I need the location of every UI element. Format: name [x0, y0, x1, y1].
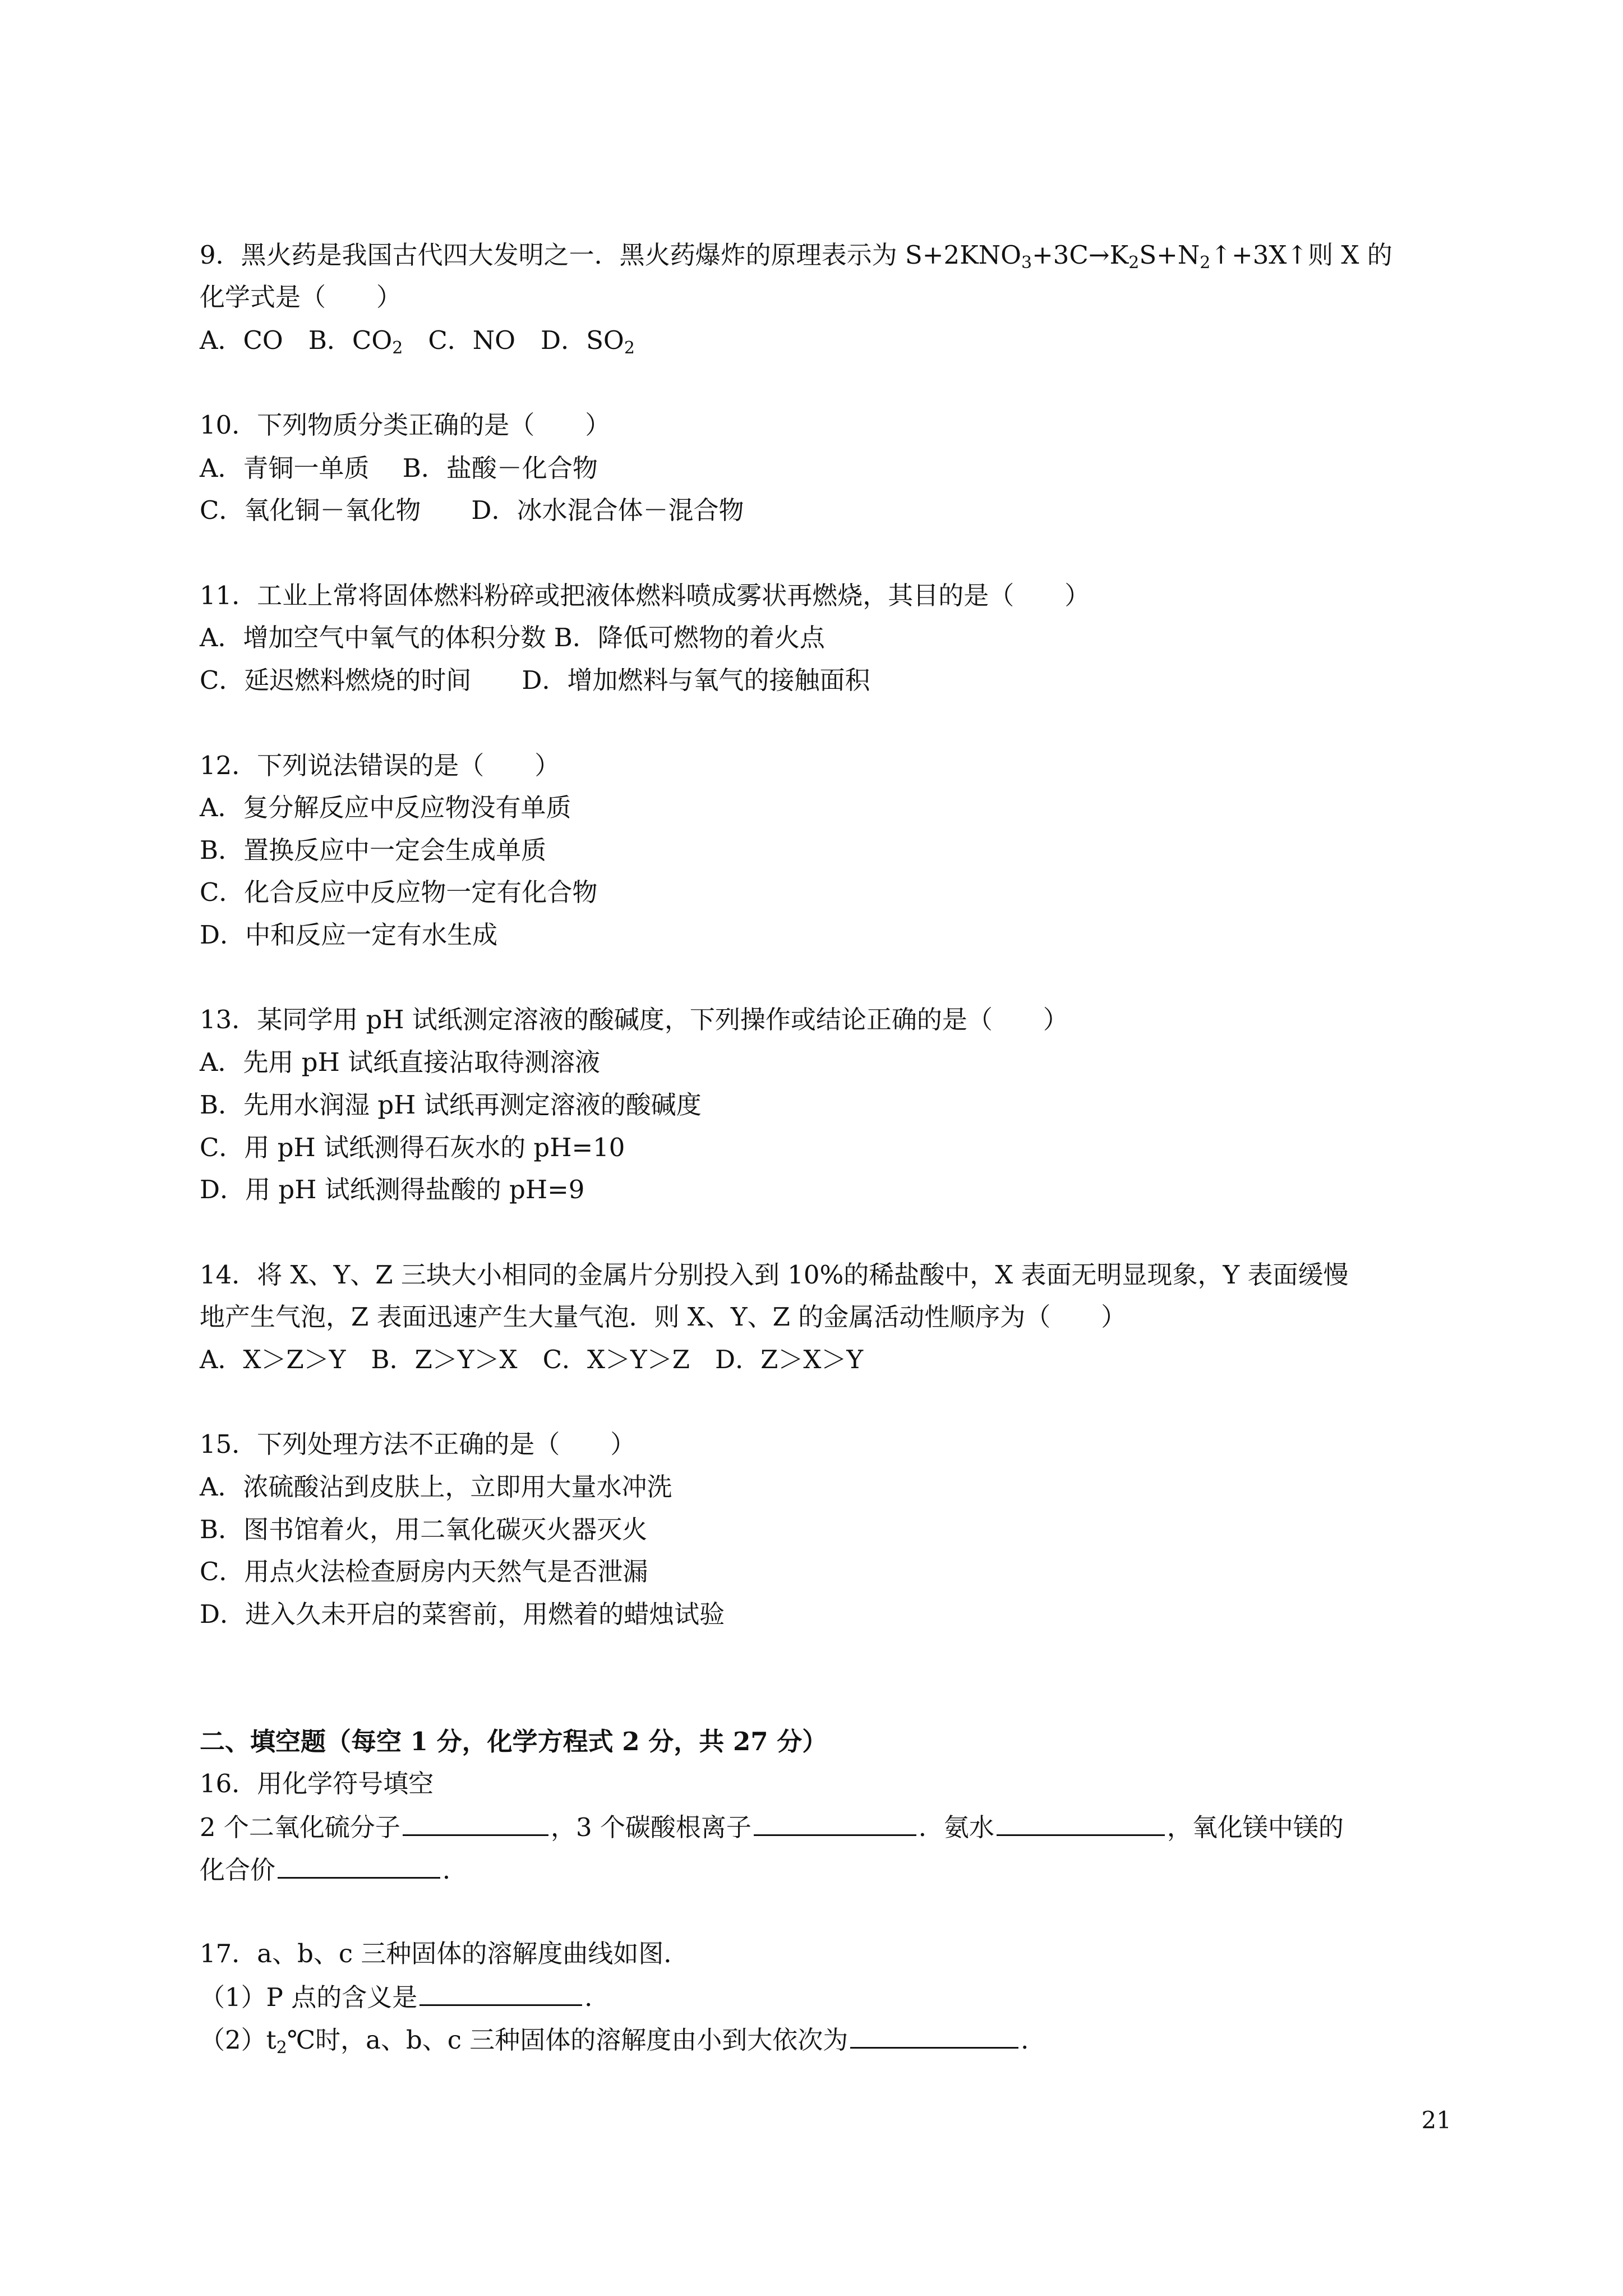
q17-part2 — [200, 2022, 1046, 2056]
q10-options-line2: C．氧化铜－氧化物 D．冰水混合体－混合物 — [200, 495, 744, 525]
answer-blank[interactable] — [850, 2022, 1018, 2049]
q12-option-c: C．化合反应中反应物一定有化合物 — [200, 877, 598, 907]
q17-text: （1）P 点的含义是 — [200, 1982, 418, 2012]
q15-stem: 15．下列处理方法不正确的是（ ） — [200, 1429, 636, 1459]
q14-stem-line1: 14．将 X、Y、Z 三块大小相同的金属片分别投入到 10%的稀盐酸中，X 表面无明显现象，Y 表面缓慢 — [200, 1260, 1349, 1290]
q11-stem: 11．工业上常将固体燃料粉碎或把液体燃料喷成雾状再燃烧，其目的是（ ） — [200, 581, 1090, 610]
q16-line1 — [200, 1810, 1344, 1843]
subscript: 2 — [392, 338, 403, 358]
q10-stem: 10．下列物质分类正确的是（ ） — [200, 410, 611, 440]
q16-line2 — [200, 1852, 468, 1886]
q12-stem: 12．下列说法错误的是（ ） — [200, 751, 560, 780]
subscript: 2 — [1200, 253, 1211, 273]
subscript: 3 — [1021, 253, 1032, 273]
page-number: 21 — [1421, 2106, 1451, 2134]
q9-text: S+N — [1139, 240, 1200, 270]
section-heading: 二、填空题（每空 1 分，化学方程式 2 分，共 27 分） — [200, 1727, 828, 1756]
q9-text: 9．黑火药是我国古代四大发明之一．黑火药爆炸的原理表示为 S+2KNO — [200, 240, 1021, 270]
q14-options: A．X＞Z＞Y B．Z＞Y＞X C．X＞Y＞Z D．Z＞X＞Y — [200, 1345, 864, 1374]
subscript: 2 — [276, 2038, 287, 2058]
q17-text: （2）t — [200, 2025, 276, 2055]
q10-options-line1: A．青铜一单质 B．盐酸－化合物 — [200, 453, 598, 483]
q13-stem: 13．某同学用 pH 试纸测定溶液的酸碱度，下列操作或结论正确的是（ ） — [200, 1005, 1068, 1034]
q9-stem-line1 — [200, 238, 1393, 272]
q13-option-c: C．用 pH 试纸测得石灰水的 pH=10 — [200, 1133, 625, 1162]
q15-option-c: C．用点火法检查厨房内天然气是否泄漏 — [200, 1557, 648, 1586]
q16-stem: 16．用化学符号填空 — [200, 1769, 434, 1798]
q17-text: ． — [584, 1982, 610, 2012]
q13-option-b: B．先用水润湿 pH 试纸再测定溶液的酸碱度 — [200, 1090, 702, 1120]
answer-blank[interactable] — [419, 1980, 582, 2006]
q9-text: ↑+3X↑则 X 的 — [1210, 240, 1393, 270]
answer-blank[interactable] — [278, 1852, 440, 1879]
q15-option-a: A．浓硫酸沾到皮肤上，立即用大量水冲洗 — [200, 1472, 672, 1502]
q17-text: ． — [1021, 2025, 1046, 2055]
answer-blank[interactable] — [754, 1810, 916, 1836]
q17-text: ℃时，a、b、c 三种固体的溶解度由小到大依次为 — [287, 2025, 849, 2055]
subscript: 2 — [624, 338, 635, 358]
q9-option-text: A．CO B．CO — [200, 325, 393, 355]
q16-text: ，3 个碳酸根离子 — [550, 1812, 751, 1842]
q12-option-d: D．中和反应一定有水生成 — [200, 920, 498, 950]
q16-text: ，氧化镁中镁的 — [1166, 1812, 1344, 1842]
q17-stem: 17．a、b、c 三种固体的溶解度曲线如图． — [200, 1939, 689, 1968]
q12-option-b: B．置换反应中一定会生成单质 — [200, 835, 547, 865]
q16-text: ．氨水 — [918, 1812, 994, 1842]
subscript: 2 — [1128, 253, 1140, 273]
q16-text: 化合价 — [200, 1855, 276, 1885]
reaction-arrow: → — [1088, 240, 1110, 270]
q13-option-d: D．用 pH 试纸测得盐酸的 pH=9 — [200, 1175, 585, 1204]
q12-option-a: A．复分解反应中反应物没有单质 — [200, 793, 571, 822]
q11-options-line2: C．延迟燃料燃烧的时间 D．增加燃料与氧气的接触面积 — [200, 665, 870, 695]
q9-option-text: C．NO D．SO — [403, 325, 624, 355]
q9-options — [200, 324, 635, 357]
q16-text: ． — [442, 1855, 468, 1885]
answer-blank[interactable] — [403, 1810, 548, 1836]
q13-option-a: A．先用 pH 试纸直接沾取待测溶液 — [200, 1047, 601, 1077]
answer-blank[interactable] — [997, 1810, 1165, 1836]
q14-stem-line2: 地产生气泡，Z 表面迅速产生大量气泡．则 X、Y、Z 的金属活动性顺序为（ ） — [200, 1302, 1127, 1332]
q9-text: K — [1109, 240, 1129, 270]
q15-option-b: B．图书馆着火，用二氧化碳灭火器灭火 — [200, 1515, 648, 1544]
q9-text: +3C — [1032, 240, 1089, 270]
q17-part1 — [200, 1980, 610, 2013]
q15-option-d: D．进入久未开启的菜窖前，用燃着的蜡烛试验 — [200, 1599, 725, 1629]
q11-options-line1: A．增加空气中氧气的体积分数 B．降低可燃物的着火点 — [200, 623, 825, 652]
q16-text: 2 个二氧化硫分子 — [200, 1812, 400, 1842]
q9-stem-line2: 化学式是（ ） — [200, 282, 402, 312]
